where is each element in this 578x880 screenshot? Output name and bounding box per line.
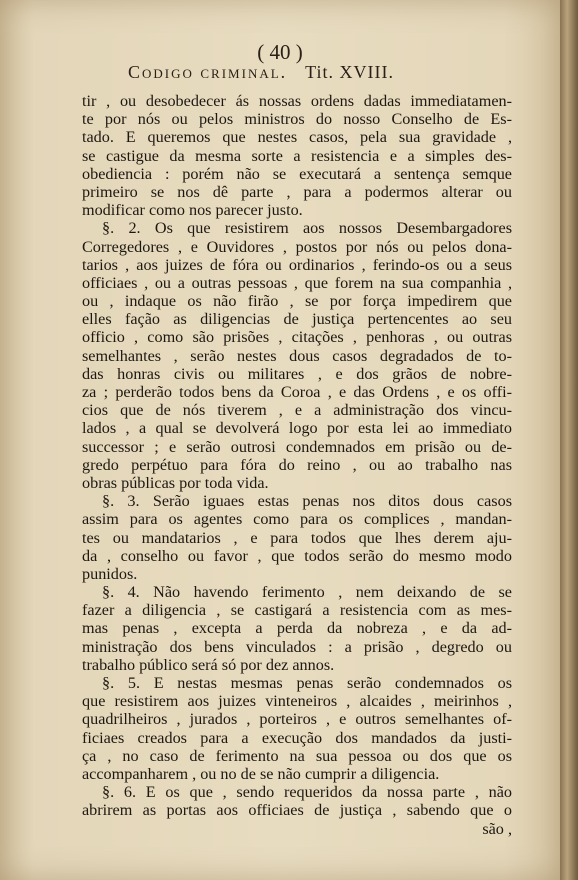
- paragraph-start: §. 4. Não havendo ferimento , nem deixando de se: [102, 583, 512, 602]
- text-line: fazer a diligencia , se castigará a resistencia com as mes-: [82, 601, 512, 620]
- catchword: são ,: [482, 819, 512, 838]
- text-line: tado. E queremos que nestes casos, pela sua gravidade ,: [82, 128, 512, 147]
- book-edge: [560, 0, 578, 880]
- text-line: successor ; e serão outrosi condemnados em prisão ou de-: [82, 437, 512, 456]
- paragraph-start: §. 5. E nestas mesmas penas serão condemnados os: [102, 674, 512, 692]
- text-line: officiaes , ou a outras pessoas , que forem na sua companhia ,: [82, 273, 512, 292]
- paragraph-start: §. 3. Serão iguaes estas penas nos ditos dous casos: [102, 492, 512, 511]
- text-line: das honras civis ou militares , e dos grãos de nobre-: [82, 364, 512, 383]
- paragraph-start: §. 6. E os que , sendo requeridos da nossa parte , não: [102, 783, 512, 802]
- text-line: te por nós ou pelos ministros do nosso Conselho de Es-: [82, 110, 512, 129]
- text-line: se castigue da mesma sorte a resistencia e a simples des-: [82, 146, 512, 165]
- running-title: Codigo criminal.: [128, 62, 288, 82]
- text-line: officio , como são prisões , citações , penhoras , ou outras: [82, 328, 512, 347]
- text-line: semelhantes , serão nestes dous casos degradados de to-: [82, 346, 512, 365]
- text-line: cios que de nós tiverem , e a administração dos vincu-: [82, 401, 512, 420]
- text-line: modificar como nos parecer justo.: [82, 201, 303, 220]
- text-line: assim para os agentes como para os complices , mandan-: [82, 510, 512, 529]
- text-line: lados , a qual se devolverá logo por esta lei ao immediato: [82, 419, 512, 438]
- text-line: da , conselho ou favor , que todos serão do mesmo modo: [82, 546, 512, 565]
- text-line: obediencia : porém não se executará a sentença semque: [82, 164, 512, 183]
- body-text: [82, 92, 512, 838]
- text-line: ministração dos bens vinculados : a prisão , degredo ou: [82, 637, 512, 656]
- text-line: elles fação as diligencias de justiça pertencentes ao seu: [82, 310, 512, 329]
- text-line: tes ou mandatarios , e para todos que lhes derem aju-: [82, 528, 512, 547]
- text-line: ça , no caso de ferimento na sua pessoa ou dos que os: [82, 746, 512, 765]
- text-line: trabalho público será só por dez annos.: [82, 655, 335, 674]
- text-line: ficiaes creados para a execução dos mandados da justi-: [82, 728, 512, 747]
- text-line: quadrilheiros , jurados , porteiros , e outros semelhantes of-: [82, 710, 512, 729]
- text-line: tir , ou desobedecer ás nossas ordens dadas immediatamen-: [82, 92, 512, 110]
- section-title: Tit. XVIII.: [305, 62, 395, 82]
- page-number: ( 40 ): [257, 40, 303, 64]
- text-line: ou , indaque os não firão , se por força impedirem que: [82, 292, 512, 311]
- text-line: Corregedores , e Ouvidores , postos por nós ou pelos dona-: [82, 237, 512, 256]
- text-line: gredo perpétuo para fóra do reino , ou ao trabalho nas: [82, 455, 512, 474]
- text-line: que resistirem aos juizes vinteneiros , alcaides , meirinhos ,: [82, 692, 512, 711]
- paragraph-start: §. 2. Os que resistirem aos nossos Desembargadores: [102, 219, 512, 238]
- text-line: tarios , aos juizes de fóra ou ordinarios , ferindo-os ou a seus: [82, 255, 512, 274]
- text-line: punidos.: [82, 564, 138, 583]
- text-line: za ; perderão todos bens da Coroa , e das Ordens , e os offi-: [82, 383, 512, 401]
- text-line: mas penas , excepta a perda da nobreza , e da ad-: [82, 619, 512, 638]
- text-line: obras públicas por toda vida.: [82, 473, 269, 492]
- text-line: abrirem as portas aos officiaes de justiça , sabendo que o: [82, 801, 512, 820]
- text-line: accompanharem , ou no de se não cumprir a diligencia.: [82, 764, 440, 783]
- text-line: primeiro se nos dê parte , para a podermos alterar ou: [82, 182, 512, 201]
- running-head: [128, 62, 508, 83]
